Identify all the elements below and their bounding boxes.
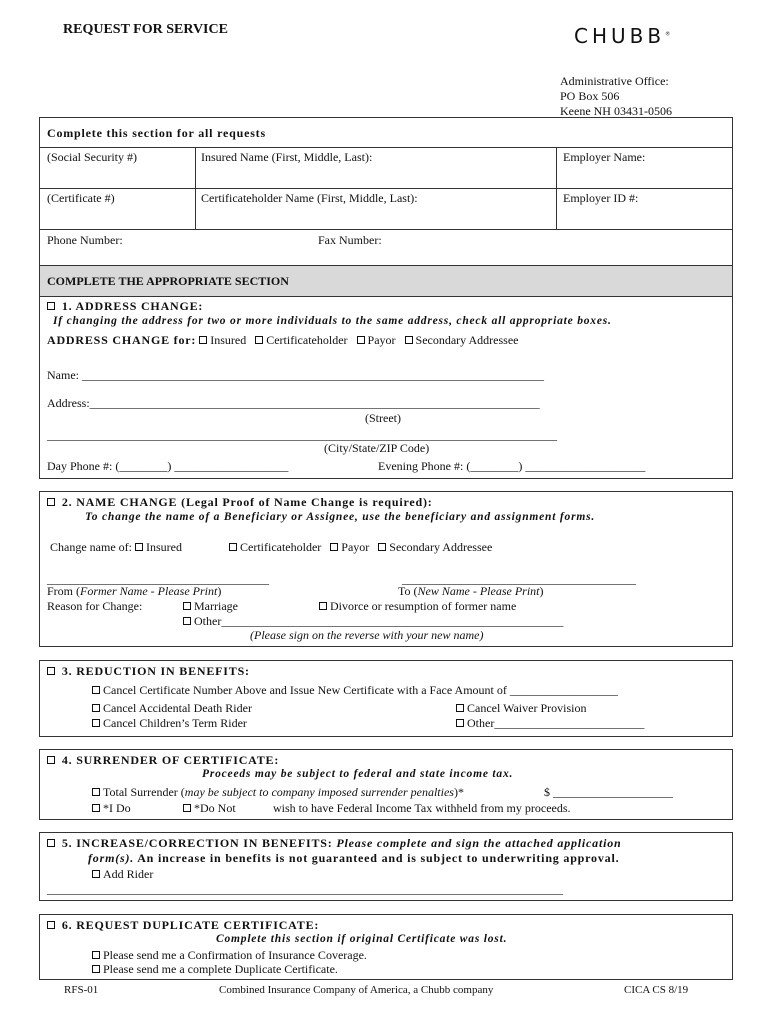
city-label: (City/State/ZIP Code) — [324, 441, 430, 455]
reduction-checkbox[interactable] — [47, 667, 55, 675]
waiver-checkbox[interactable] — [456, 704, 464, 712]
child-rider-option: Cancel Children’s Term Rider — [92, 716, 247, 731]
city-input-line[interactable]: _____________________________________________________________________________________ — [47, 428, 557, 442]
employer-id-field[interactable]: Employer ID #: — [563, 191, 639, 205]
add-rider-option: Add Rider — [92, 867, 153, 882]
other-option: Other_________________________________________________________ — [183, 614, 563, 629]
secondary-addressee-checkbox[interactable] — [405, 336, 413, 344]
divorce-checkbox[interactable] — [319, 602, 327, 610]
s3-other-option: Other_________________________ — [456, 716, 644, 731]
add-rider-checkbox[interactable] — [92, 870, 100, 878]
confirmation-option: Please send me a Confirmation of Insurance Coverage. — [92, 948, 367, 963]
s6-note: Complete this section if original Certificate was lost. — [216, 933, 508, 945]
office-line-2: PO Box 506 — [560, 89, 620, 103]
s4-title: 4. SURRENDER OF CERTIFICATE: — [47, 753, 279, 768]
s3-title: 3. REDUCTION IN BENEFITS: — [47, 664, 250, 679]
form-title: REQUEST FOR SERVICE — [63, 22, 228, 37]
ssn-field[interactable]: (Social Security #) — [47, 150, 137, 164]
address-input-line[interactable]: Address:___________________________________________________________________________ — [47, 396, 540, 410]
i-do-option: *I Do — [92, 801, 131, 816]
name-input-line[interactable]: Name: _____________________________________________________________________________ — [47, 368, 544, 382]
s2-other-checkbox[interactable] — [183, 617, 191, 625]
fax-field[interactable]: Fax Number: — [318, 233, 382, 247]
s1-title: 1. ADDRESS CHANGE: — [47, 299, 203, 314]
s5-title: 5. INCREASE/CORRECTION IN BENEFITS: Please complete and sign the attached application — [47, 836, 622, 851]
company-name: Combined Insurance Company of America, a Chubb company — [219, 984, 494, 996]
confirmation-checkbox[interactable] — [92, 951, 100, 959]
divorce-option: Divorce or resumption of former name — [319, 599, 516, 614]
total-surrender-checkbox[interactable] — [92, 788, 100, 796]
evening-phone-line[interactable]: Evening Phone #: (________) ____________________ — [378, 459, 646, 473]
marriage-checkbox[interactable] — [183, 602, 191, 610]
certificate-field[interactable]: (Certificate #) — [47, 191, 115, 205]
marriage-option: Marriage — [183, 599, 238, 614]
revision: CICA CS 8/19 — [624, 984, 689, 996]
street-label: (Street) — [365, 411, 401, 425]
s2-insured-checkbox[interactable] — [135, 543, 143, 551]
cancel-cert-option: Cancel Certificate Number Above and Issue New Certificate with a Face Amount of __________________ — [92, 683, 618, 698]
increase-checkbox[interactable] — [47, 839, 55, 847]
waiver-option: Cancel Waiver Provision — [456, 701, 586, 716]
s3-other-checkbox[interactable] — [456, 719, 464, 727]
s2-instruction: To change the name of a Beneficiary or Assignee, use the beneficiary and assignment forms. — [85, 511, 596, 523]
duplicate-checkbox[interactable] — [47, 921, 55, 929]
s2-options-row: Certificateholder Payor Secondary Addressee — [229, 540, 492, 555]
form-id: RFS-01 — [64, 984, 99, 996]
surrender-checkbox[interactable] — [47, 756, 55, 764]
former-name-label: From (Former Name - Please Print) — [47, 584, 222, 598]
new-name-line[interactable]: _______________________________________ — [402, 572, 636, 586]
s2-payor-checkbox[interactable] — [330, 543, 338, 551]
day-phone-line[interactable]: Day Phone #: (________) ___________________ — [47, 459, 289, 473]
cancel-cert-checkbox[interactable] — [92, 686, 100, 694]
s6-title: 6. REQUEST DUPLICATE CERTIFICATE: — [47, 918, 319, 933]
s4-note: Proceeds may be subject to federal and state income tax. — [202, 768, 514, 780]
former-name-line[interactable]: _____________________________________ — [47, 572, 269, 586]
s2-title: 2. NAME CHANGE (Legal Proof of Name Change is required): — [47, 495, 433, 510]
surrender-amount-line[interactable]: $ ____________________ — [544, 785, 673, 799]
s2-certholder-checkbox[interactable] — [229, 543, 237, 551]
s2-change-row: Change name of: Insured — [50, 540, 182, 554]
general-heading: Complete this section for all requests — [47, 126, 266, 140]
certholder-checkbox[interactable] — [255, 336, 263, 344]
phone-field[interactable]: Phone Number: — [47, 233, 123, 247]
certholder-name-field[interactable]: Certificateholder Name (First, Middle, Last): — [201, 191, 418, 205]
duplicate-option: Please send me a complete Duplicate Certificate. — [92, 962, 338, 977]
ad-rider-option: Cancel Accidental Death Rider — [92, 701, 252, 716]
office-line-1: Administrative Office: — [560, 74, 669, 88]
ad-rider-checkbox[interactable] — [92, 704, 100, 712]
s5-line2: form(s). An increase in benefits is not guaranteed and is subject to underwriting approval. — [88, 851, 620, 865]
insured-name-field[interactable]: Insured Name (First, Middle, Last): — [201, 150, 373, 164]
office-line-3: Keene NH 03431-0506 — [560, 104, 672, 118]
payor-checkbox[interactable] — [357, 336, 365, 344]
new-name-label: To (New Name - Please Print) — [398, 584, 544, 598]
duplicate-cert-checkbox[interactable] — [92, 965, 100, 973]
address-change-checkbox[interactable] — [47, 302, 55, 310]
do-not-option: *Do Not — [183, 801, 236, 816]
appropriate-heading: COMPLETE THE APPROPRIATE SECTION — [47, 274, 289, 288]
reason-label: Reason for Change: — [47, 599, 143, 613]
s5-input-line[interactable]: ______________________________________________________________________________________ — [47, 882, 563, 896]
s1-for-row: ADDRESS CHANGE for: Insured Certificateholder Payor Secondary Addressee — [47, 333, 519, 347]
sign-note: (Please sign on the reverse with your new name) — [250, 628, 484, 642]
s2-secondary-checkbox[interactable] — [378, 543, 386, 551]
insured-checkbox[interactable] — [199, 336, 207, 344]
child-rider-checkbox[interactable] — [92, 719, 100, 727]
s1-instruction: If changing the address for two or more individuals to the same address, check all appropriate boxes. — [53, 315, 612, 327]
total-surrender-option: Total Surrender (may be subject to company imposed surrender penalties)* — [92, 785, 464, 800]
chubb-logo: CHUBB® — [574, 24, 671, 48]
employer-name-field[interactable]: Employer Name: — [563, 150, 646, 164]
other-reason-line[interactable]: _________________________________________________________ — [221, 614, 564, 628]
do-not-checkbox[interactable] — [183, 804, 191, 812]
i-do-checkbox[interactable] — [92, 804, 100, 812]
withhold-text: wish to have Federal Income Tax withheld from my proceeds. — [273, 801, 571, 815]
name-change-checkbox[interactable] — [47, 498, 55, 506]
